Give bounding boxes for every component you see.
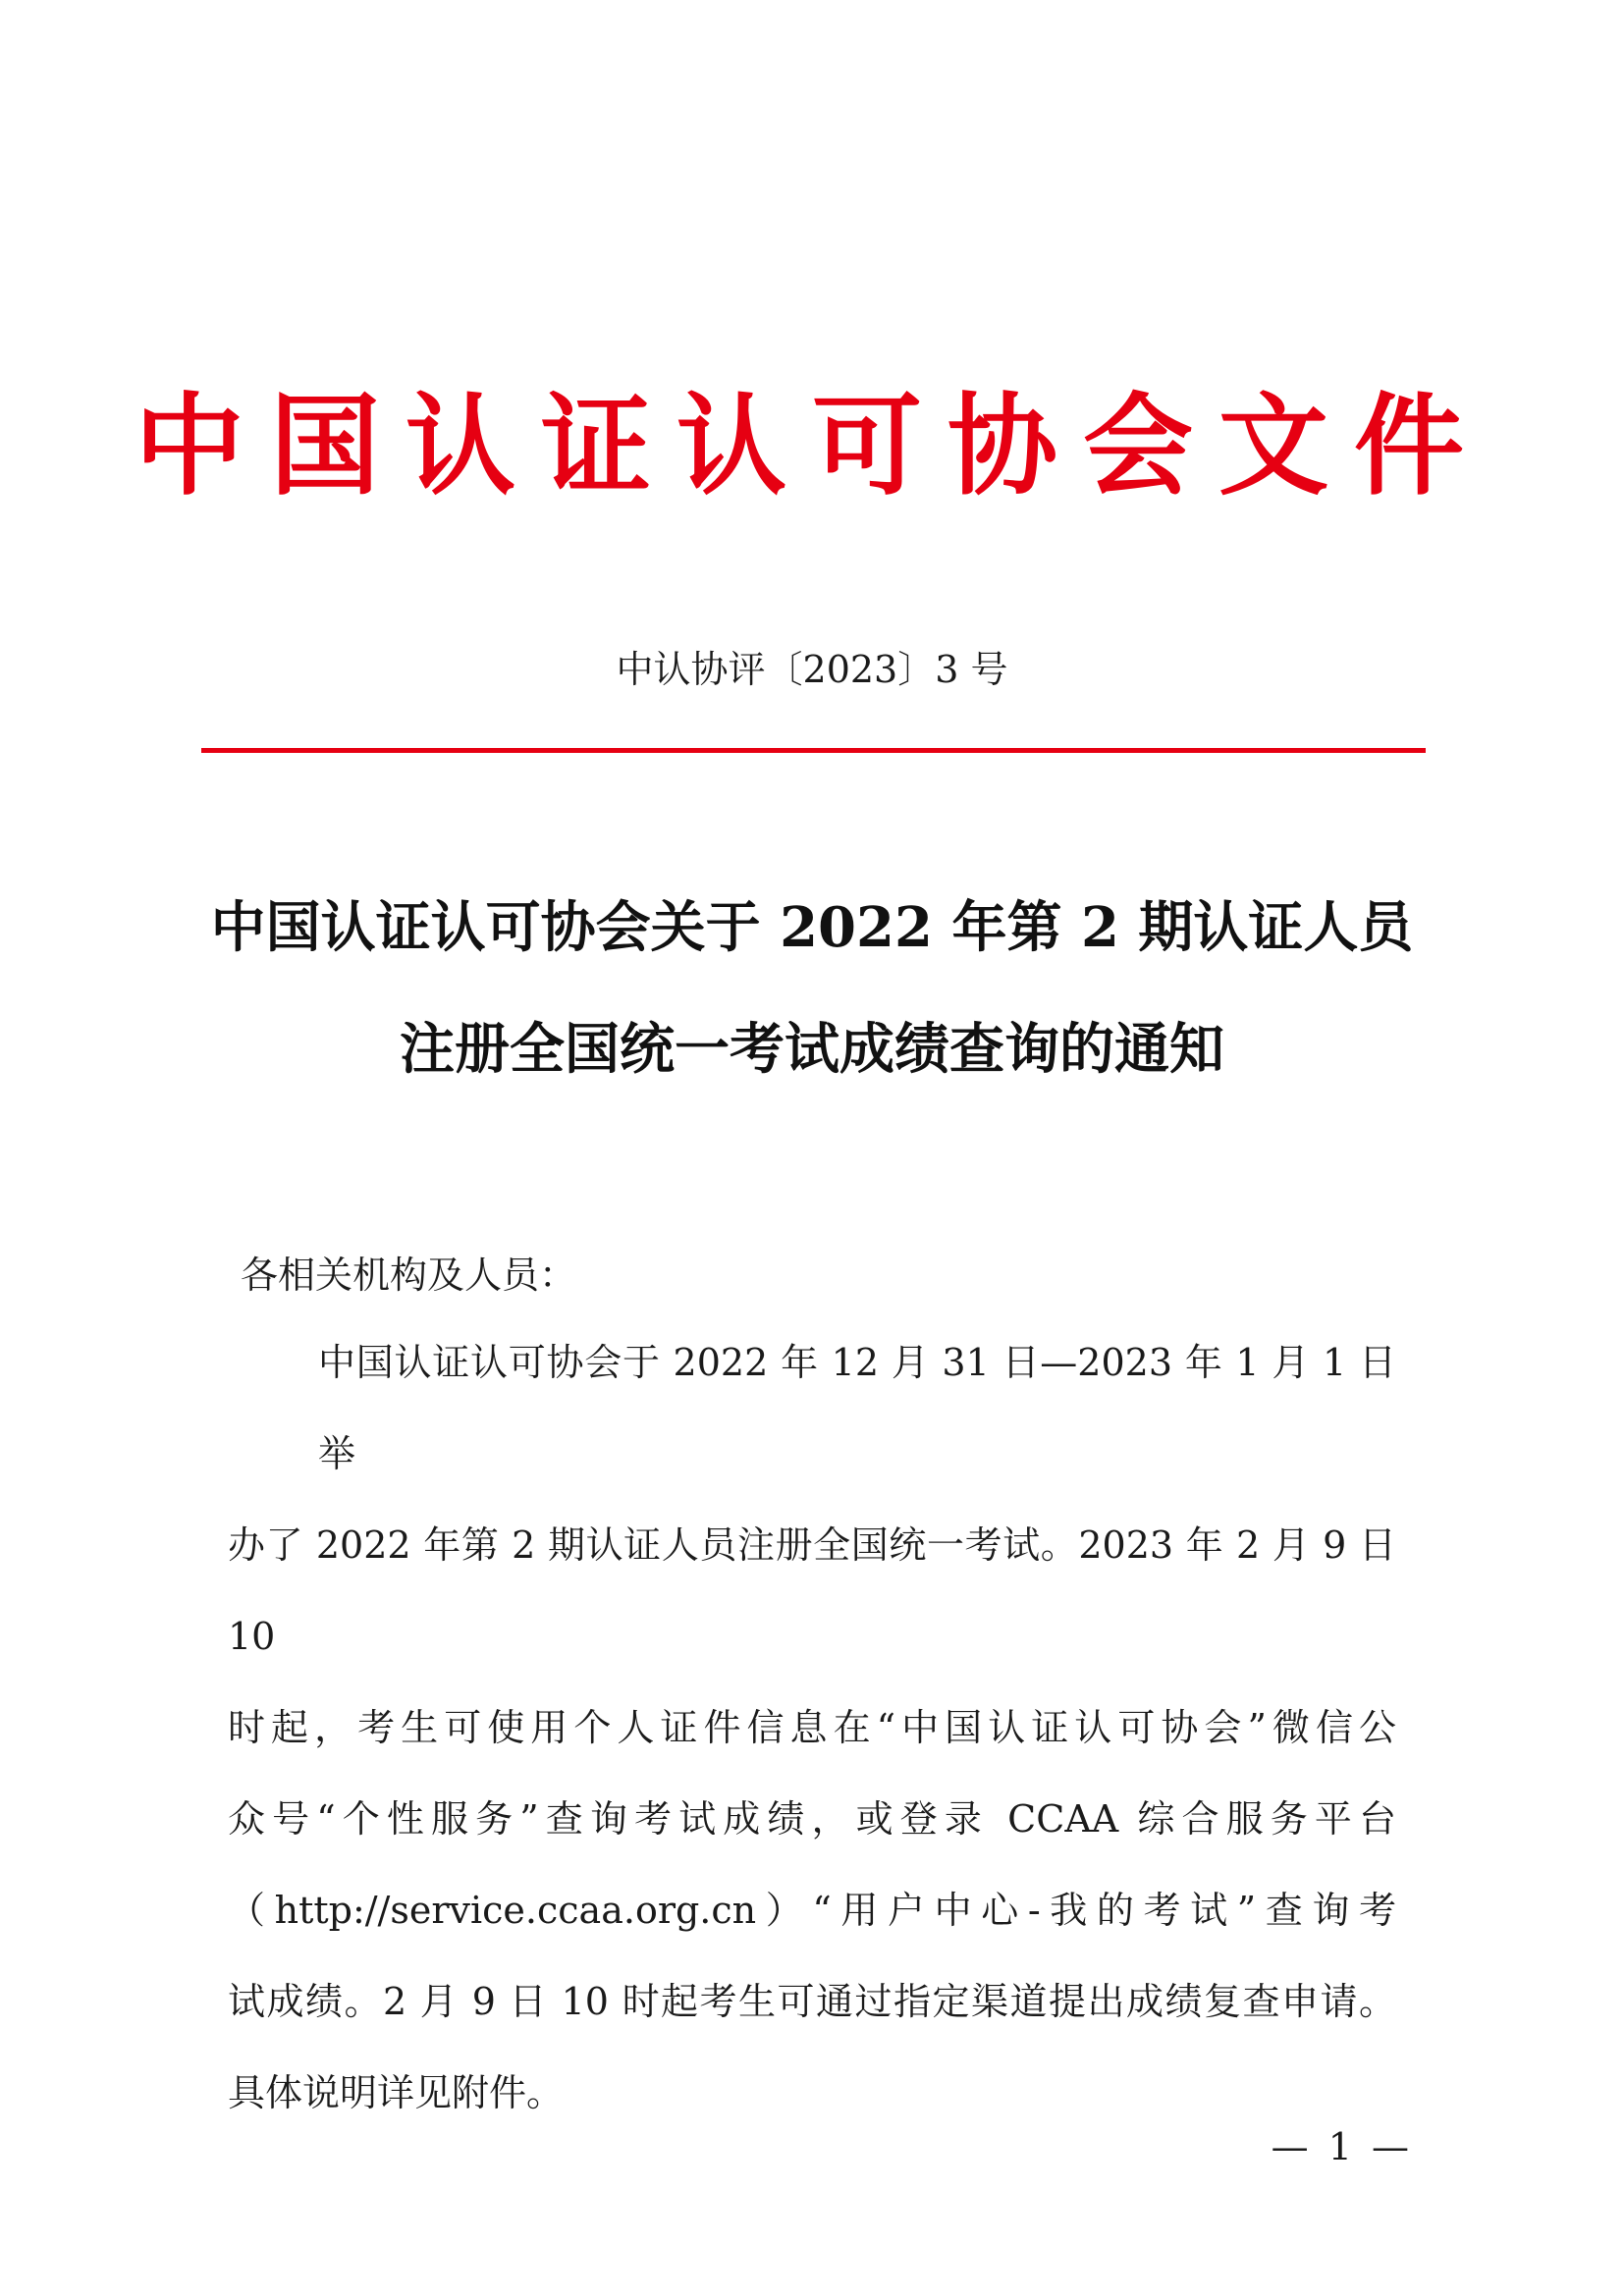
- paragraph-line: 试成绩。2 月 9 日 10 时起考生可通过指定渠道提出成绩复查申请。: [228, 1980, 1396, 2023]
- paragraph-line: 办了 2022 年第 2 期认证人员注册全国统一考试。2023 年 2 月 9 日 10: [228, 1523, 1396, 1658]
- paragraph-line: 中国认证认可协会于 2022 年 12 月 31 日—2023 年 1 月 1 日举: [318, 1341, 1396, 1475]
- paragraph-line: （http://service.ccaa.org.cn）“用户中心-我的考试”查询考: [228, 1889, 1396, 1932]
- document-number: 中认协评〔2023〕3 号: [616, 648, 1008, 691]
- notice-title-line-2: 注册全国统一考试成绩查询的通知: [400, 1017, 1224, 1082]
- document-masthead: 中国认证认可协会文件: [135, 382, 1489, 510]
- red-divider-line: [201, 748, 1426, 753]
- salutation: 各相关机构及人员：: [241, 1254, 577, 1297]
- page-number: — 1 —: [1271, 2125, 1413, 2168]
- paragraph-line: 具体说明详见附件。: [228, 2071, 565, 2114]
- paragraph-line: 众号“个性服务”查询考试成绩，或登录 CCAA 综合服务平台: [228, 1797, 1396, 1841]
- notice-title-line-1: 中国认证认可协会关于 2022 年第 2 期认证人员: [210, 895, 1414, 960]
- paragraph-line: 时起，考生可使用个人证件信息在“中国认证认可协会”微信公: [228, 1706, 1396, 1749]
- body-paragraph: [228, 1317, 1396, 2139]
